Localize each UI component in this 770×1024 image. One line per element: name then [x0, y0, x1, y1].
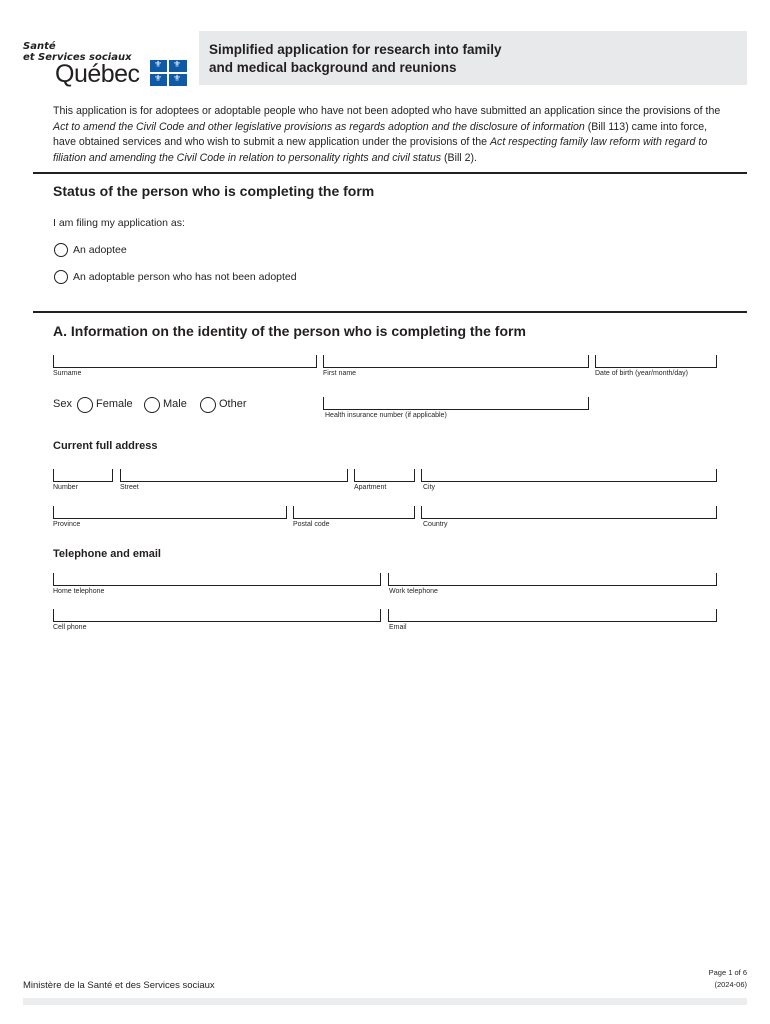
sex-label: Sex: [53, 398, 72, 410]
bottom-bar: [23, 998, 747, 1005]
intro-text-2: (Bill 113) came into force, have obtained services and who wish to submit a new application under the provisions of the: [53, 120, 708, 148]
radio-adoptable-person[interactable]: [54, 270, 68, 284]
address-number-field[interactable]: [53, 469, 113, 482]
intro-text-1: This application is for adoptees or adoptable people who have not been adopted who have submitted an application since the provisions of the: [53, 105, 721, 117]
page-number: Page 1 of 6: [708, 968, 747, 977]
address-country-label: Country: [423, 521, 448, 528]
health-insurance-field[interactable]: [323, 397, 589, 410]
intro-act-1: Act to amend the Civil Code and other legislative provisions as regards adoption and the disclosure of information: [53, 120, 585, 133]
form-version: (2024-06): [714, 980, 747, 989]
surname-field[interactable]: [53, 355, 317, 368]
logo-quebec: Québec: [55, 60, 140, 88]
surname-label: Surname: [53, 370, 82, 377]
work-telephone-field[interactable]: [388, 573, 717, 586]
address-province-field[interactable]: [53, 506, 287, 519]
work-telephone-label: Work telephone: [389, 588, 438, 595]
address-street-label: Street: [120, 484, 139, 491]
address-country-field[interactable]: [421, 506, 717, 519]
status-prompt: I am filing my application as:: [53, 217, 185, 229]
radio-adoptee-label: An adoptee: [73, 244, 127, 256]
intro-act-2: Act respecting family law reform with regard to filiation and amending the Civil Code in relation to personality rights and civil status: [53, 136, 708, 164]
address-province-label: Province: [53, 521, 81, 528]
cell-phone-field[interactable]: [53, 609, 381, 622]
title-line-2: and medical background and reunions: [209, 60, 457, 75]
radio-sex-female[interactable]: [77, 397, 93, 413]
title-line-1: Simplified application for research into family: [209, 42, 502, 57]
first-name-label: First name: [323, 370, 357, 377]
logo-services-sociaux: et Services sociaux: [23, 52, 132, 63]
title-box: [199, 31, 747, 85]
status-heading: Status of the person who is completing the form: [53, 183, 375, 199]
address-postal-code-field[interactable]: [293, 506, 415, 519]
intro-text-3: (Bill 2).: [441, 151, 477, 164]
date-of-birth-label: Date of birth (year/month/day): [595, 370, 688, 377]
footer-ministry: Ministère de la Santé et des Services sociaux: [23, 980, 215, 991]
radio-sex-other[interactable]: [200, 397, 216, 413]
address-apartment-field[interactable]: [354, 469, 415, 482]
health-insurance-label: Health insurance number (if applicable): [325, 412, 447, 419]
date-of-birth-field[interactable]: [595, 355, 717, 368]
page-title: [209, 41, 502, 77]
radio-sex-male-label: Male: [163, 398, 187, 410]
email-field[interactable]: [388, 609, 717, 622]
quebec-flag-icon: ⚜ ⚜ ⚜ ⚜: [150, 60, 187, 86]
address-city-field[interactable]: [421, 469, 717, 482]
radio-sex-male[interactable]: [144, 397, 160, 413]
address-heading: Current full address: [53, 440, 158, 452]
address-city-label: City: [423, 484, 436, 491]
address-number-label: Number: [53, 484, 78, 491]
section-divider: [33, 311, 747, 313]
radio-sex-female-label: Female: [96, 398, 133, 410]
intro-paragraph: [53, 104, 723, 166]
address-street-field[interactable]: [120, 469, 348, 482]
contact-heading: Telephone and email: [53, 548, 161, 560]
email-label: Email: [389, 624, 407, 631]
radio-sex-other-label: Other: [219, 398, 247, 410]
home-telephone-label: Home telephone: [53, 588, 105, 595]
section-divider: [33, 172, 747, 174]
first-name-field[interactable]: [323, 355, 589, 368]
home-telephone-field[interactable]: [53, 573, 381, 586]
radio-adoptable-person-label: An adoptable person who has not been adopted: [73, 271, 297, 283]
section-a-heading: A. Information on the identity of the person who is completing the form: [53, 323, 526, 339]
cell-phone-label: Cell phone: [53, 624, 87, 631]
logo-sante: Santé: [23, 41, 56, 52]
address-apartment-label: Apartment: [354, 484, 387, 491]
radio-adoptee[interactable]: [54, 243, 68, 257]
address-postal-code-label: Postal code: [293, 521, 330, 528]
